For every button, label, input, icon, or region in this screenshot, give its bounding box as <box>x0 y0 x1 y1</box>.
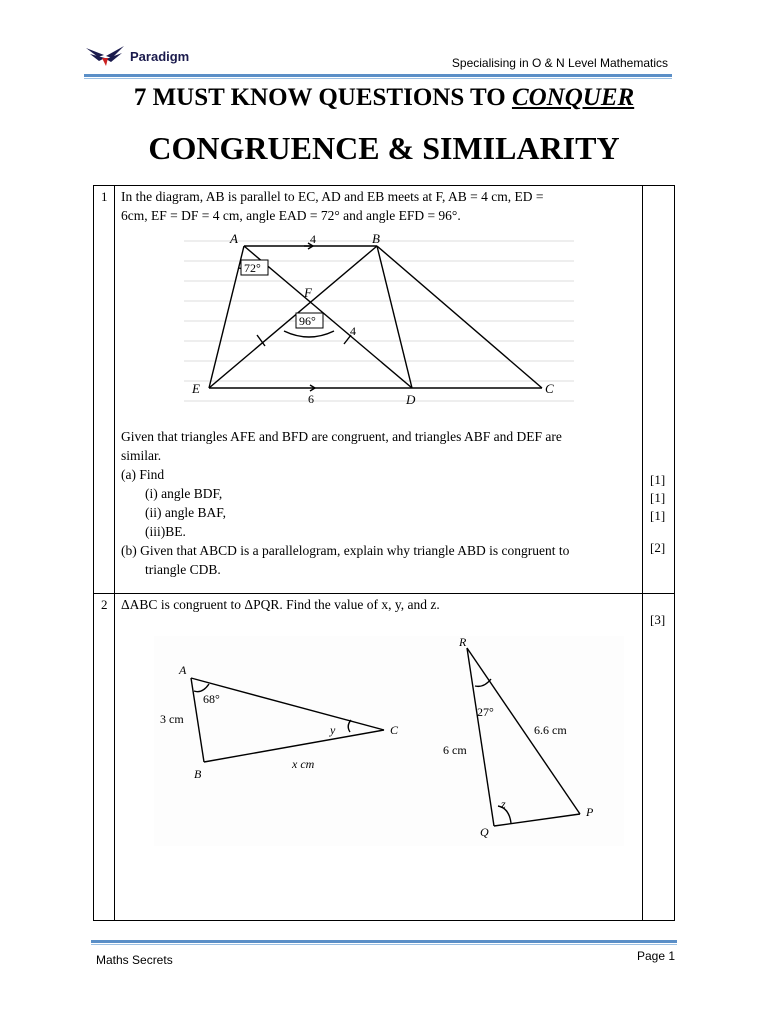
point-label-c: C <box>545 381 554 396</box>
vertex-label-b: B <box>194 767 202 781</box>
mark-allocation: [1] <box>650 472 666 487</box>
angle-label-27: 27° <box>477 705 494 719</box>
part-a-i: (i) angle BDF, <box>145 486 223 501</box>
footer-divider-thin <box>91 944 677 945</box>
header-divider <box>84 74 672 77</box>
vertex-label-p: P <box>586 805 594 819</box>
angle-label-68: 68° <box>203 692 220 706</box>
mark-allocation: [3] <box>650 612 666 627</box>
part-a-ii: (ii) angle BAF, <box>145 505 227 520</box>
question-1-body <box>121 427 641 579</box>
angle-label-a: 72° <box>244 261 261 275</box>
point-label-e: E <box>192 381 200 396</box>
intro-line: 6cm, EF = DF = 4 cm, angle EAD = 72° and angle EFD = 96°. <box>121 208 461 223</box>
mark-allocation: [1] <box>650 508 666 523</box>
page-number: Page 1 <box>637 949 676 963</box>
column-divider <box>114 186 115 920</box>
question-number: 2 <box>101 597 108 612</box>
brand-logo <box>84 44 189 68</box>
mark-allocation: [2] <box>650 540 666 555</box>
question-1-intro <box>121 187 641 225</box>
title-emphasis: CONQUER <box>511 84 635 111</box>
part-b-text: triangle CDB. <box>145 562 221 577</box>
header-divider-thin <box>84 78 672 79</box>
given-line: similar. <box>121 448 162 463</box>
side-label-rq: 6 cm <box>443 743 467 757</box>
point-label-d: D <box>406 392 416 407</box>
page-title <box>0 84 768 112</box>
angle-label-f: 96° <box>299 314 316 328</box>
length-label-fd: 4 <box>350 324 356 338</box>
length-label-ab: 4 <box>310 232 316 246</box>
mark-allocation: [1] <box>650 490 666 505</box>
part-a-label: (a) Find <box>121 467 165 482</box>
row-divider <box>94 593 674 594</box>
point-label-f: F <box>304 285 312 300</box>
side-label-bc: x cm <box>292 757 315 771</box>
intro-line: In the diagram, AB is parallel to EC, AD and EB meets at F, AB = 4 cm, ED = <box>121 189 544 204</box>
given-line: Given that triangles AFE and BFD are congruent, and triangles ABF and DEF are <box>121 429 562 444</box>
vertex-label-a: A <box>179 663 187 677</box>
side-label-rp: 6.6 cm <box>534 723 567 737</box>
angle-label-z: z <box>501 797 506 811</box>
brand-name: Paradigm <box>130 48 190 64</box>
column-divider <box>642 186 643 920</box>
footer-divider <box>91 940 677 943</box>
page-subtitle: CONGRUENCE & SIMILARITY <box>148 130 620 166</box>
footer-title: Maths Secrets <box>96 953 173 967</box>
vertex-label-c: C <box>390 723 399 737</box>
question-number: 1 <box>101 189 108 204</box>
question-1-diagram <box>184 231 574 411</box>
question-2-diagram <box>154 636 624 846</box>
part-b-text: (b) Given that ABCD is a parallelogram, explain why triangle ABD is congruent to <box>121 543 570 558</box>
question-2-text: ΔABC is congruent to ΔPQR. Find the value of x, y, and z. <box>121 597 440 612</box>
title-prefix: 7 MUST KNOW QUESTIONS TO <box>133 84 512 111</box>
point-label-b: B <box>372 231 380 246</box>
vertex-label-r: R <box>459 636 467 649</box>
angle-label-y: y <box>330 723 336 737</box>
length-label-ed: 6 <box>308 392 314 406</box>
bird-wings-icon <box>84 44 128 68</box>
part-a-iii: (iii)BE. <box>145 524 186 539</box>
side-label-ab: 3 cm <box>160 712 184 726</box>
vertex-label-q: Q <box>480 825 489 839</box>
page-header <box>84 44 672 74</box>
point-label-a: A <box>230 231 238 246</box>
questions-table <box>93 185 675 921</box>
header-tagline: Specialising in O & N Level Mathematics <box>451 56 668 70</box>
